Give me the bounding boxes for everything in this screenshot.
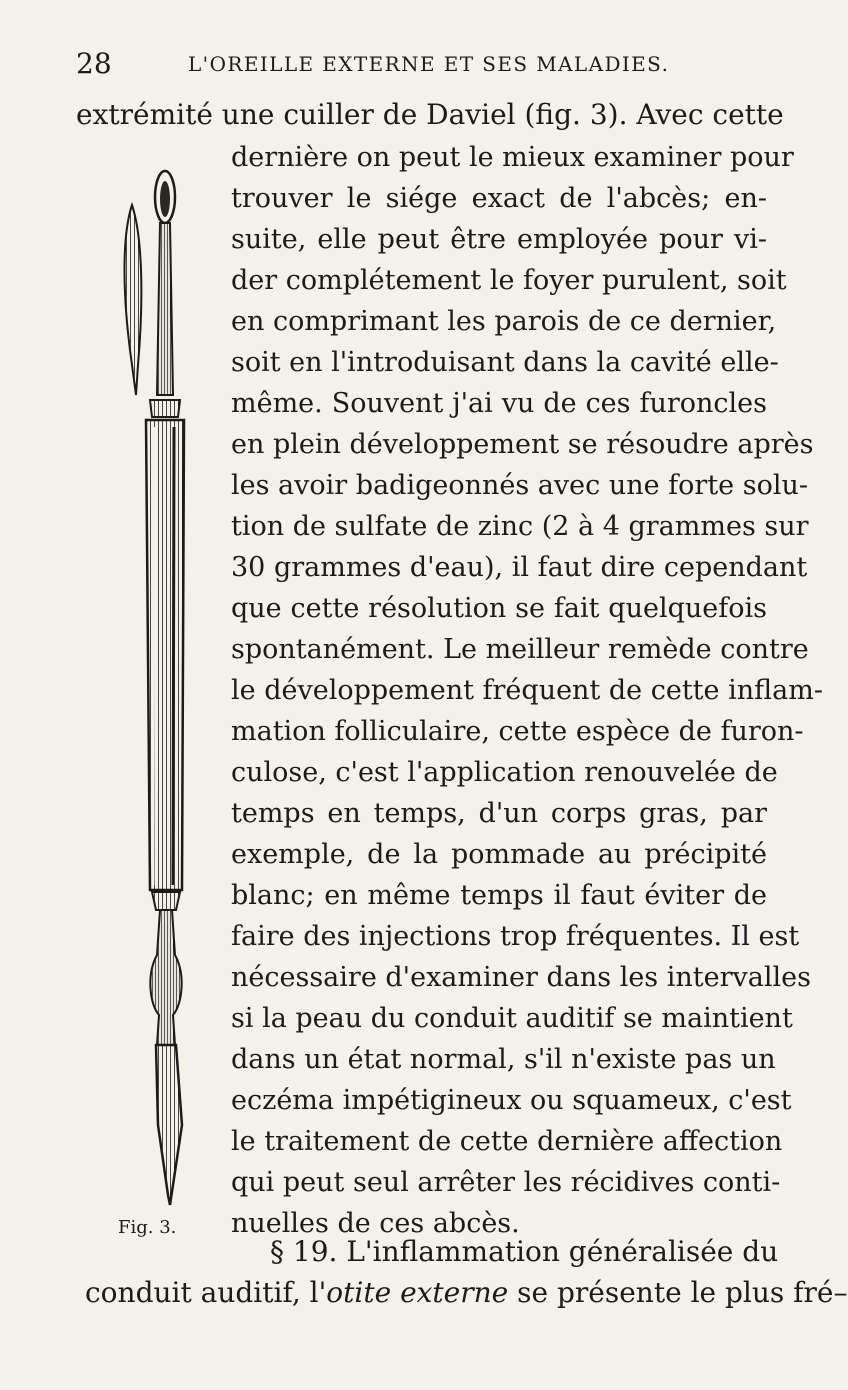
text-line: nécessaire d'examiner dans les intervalles [231, 962, 811, 993]
text-line: soit en l'introduisant dans la cavité elle- [231, 347, 779, 378]
page-number: 28 [76, 47, 112, 80]
text-line: les avoir badigeonnés avec une forte solu- [231, 470, 808, 501]
text-column [231, 137, 823, 1244]
body-final-line [85, 1273, 848, 1313]
page-header [76, 44, 766, 84]
text-line: en comprimant les parois de ce dernier, [231, 306, 777, 337]
text-line: si la peau du conduit auditif se maintient [231, 1003, 793, 1034]
figure-caption: Fig. 3. [118, 1217, 177, 1238]
text-line: faire des injections trop fréquentes. Il est [231, 921, 800, 952]
curette-illustration [110, 165, 210, 1225]
text-line: culose, c'est l'application renouvelée de [231, 757, 778, 788]
text-line: trouver le siége exact de l'abcès; en- [231, 183, 767, 214]
text-line: dans un état normal, s'il n'existe pas un [231, 1044, 776, 1075]
figure-daviel-curette [110, 165, 210, 1225]
text-line: le traitement de cette dernière affection [231, 1126, 783, 1157]
section-heading-line: § 19. L'inflammation généralisée du [270, 1235, 779, 1268]
final-line-start: conduit auditif, l' [85, 1276, 327, 1309]
text-line: le développement fréquent de cette inflam- [231, 675, 823, 706]
body-first-line: extrémité une cuiller de Daviel (fig. 3). Avec cette [76, 98, 784, 131]
text-line: tion de sulfate de zinc (2 à 4 grammes sur [231, 511, 809, 542]
text-line: temps en temps, d'un corps gras, par [231, 798, 767, 829]
text-line: blanc; en même temps il faut éviter de [231, 880, 767, 911]
text-line: même. Souvent j'ai vu de ces furoncles [231, 388, 767, 419]
text-line: suite, elle peut être employée pour vi- [231, 224, 767, 255]
text-line: exemple, de la pommade au précipité [231, 839, 767, 870]
text-line: en plein développement se résoudre après [231, 429, 814, 460]
text-line: mation folliculaire, cette espèce de furon- [231, 716, 804, 747]
running-title: L'OREILLE EXTERNE ET SES MALADIES. [188, 52, 670, 76]
text-line: qui peut seul arrêter les récidives conti- [231, 1167, 781, 1198]
text-line: der complétement le foyer purulent, soit [231, 265, 787, 296]
italic-term: otite externe [326, 1276, 509, 1309]
text-line: eczéma impétigineux ou squameux, c'est [231, 1085, 792, 1116]
text-line: dernière on peut le mieux examiner pour [231, 142, 794, 173]
text-line: que cette résolution se fait quelquefois [231, 593, 767, 624]
text-line: spontanément. Le meilleur remède contre [231, 634, 809, 665]
final-line-end: se présente le plus fré– [508, 1276, 848, 1309]
text-line: nuelles de ces abcès. [231, 1208, 520, 1239]
text-line: 30 grammes d'eau), il faut dire cependant [231, 552, 808, 583]
